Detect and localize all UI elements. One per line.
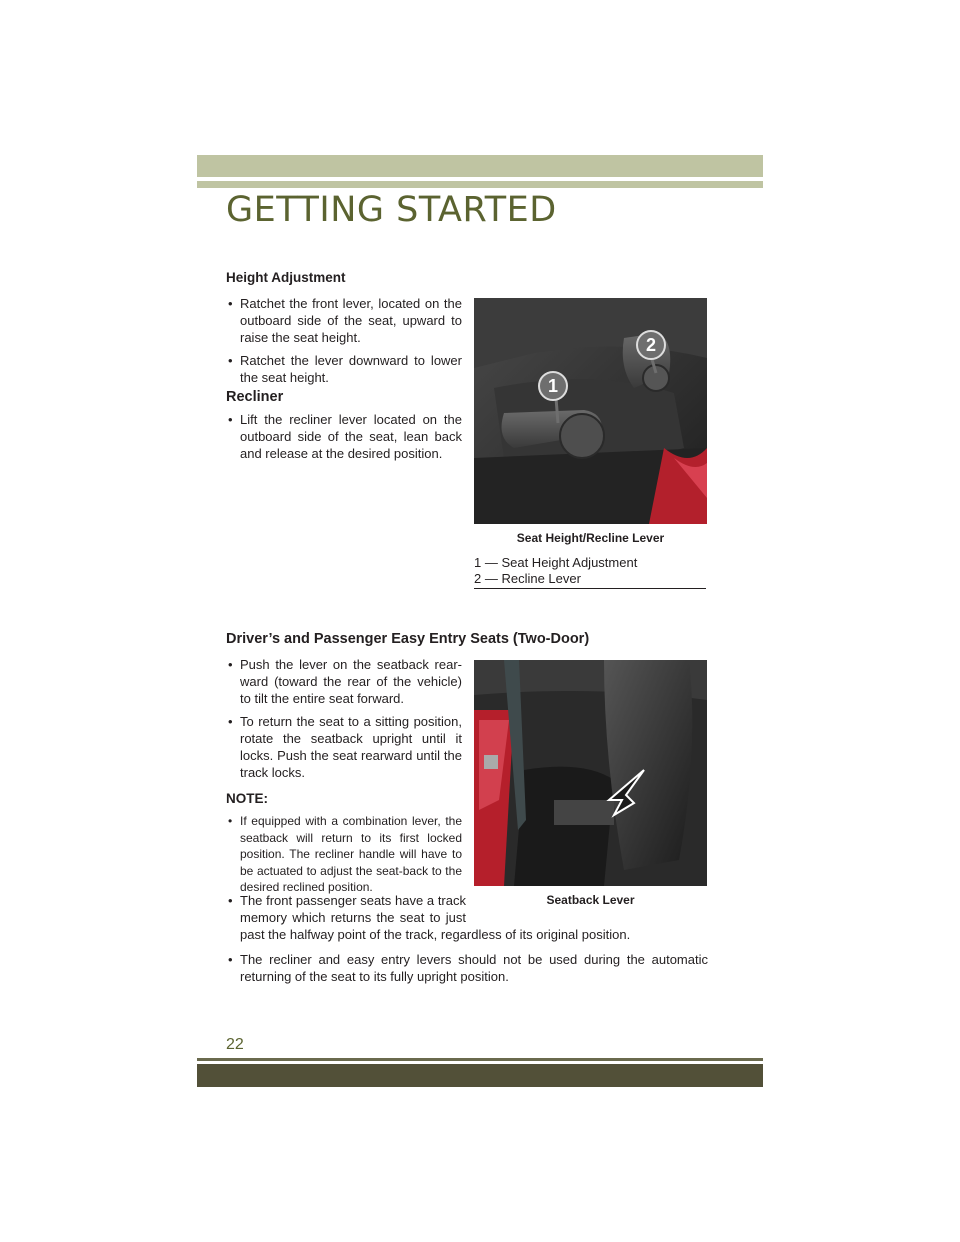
bullet-glyph: • bbox=[228, 657, 233, 672]
callout-1-leader bbox=[556, 398, 558, 423]
legend-item: 1 — Seat Height Adjustment bbox=[474, 555, 638, 570]
legend-divider bbox=[474, 588, 706, 589]
bullet-glyph: • bbox=[228, 353, 233, 368]
list-item: • Ratchet the lever downward to lower the seat height. bbox=[228, 353, 462, 385]
bullet-glyph: • bbox=[228, 412, 233, 427]
note-label: NOTE: bbox=[226, 791, 268, 806]
list-item: • Ratchet the front lever, located on the outboard side of the seat, upward to raise the seat height. bbox=[228, 296, 462, 345]
list-item: • The recliner and easy entry levers should not be used during the automatic returning of the seat to its fully upright position. bbox=[228, 952, 708, 984]
list-item: • To return the seat to a sitting position, rotate the seatback upright until it locks. Push the seat rearward until the track locks. bbox=[228, 714, 462, 780]
list-item: • Lift the recliner lever located on the outboard side of the seat, lean back and release at the desired position. bbox=[228, 412, 462, 461]
recliner-list bbox=[226, 411, 462, 468]
track-memory-bullet-continued: past the halfway point of the track, regardless of its original position. bbox=[240, 927, 631, 942]
header-rule bbox=[197, 181, 763, 188]
callout-1-marker: 1 bbox=[538, 371, 568, 401]
header-band bbox=[197, 155, 763, 177]
easy-entry-list bbox=[226, 656, 462, 787]
footer-band bbox=[197, 1064, 763, 1087]
bullet-glyph: • bbox=[228, 814, 233, 828]
figure-legend bbox=[474, 555, 706, 587]
list-item: • Push the lever on the seatback rear-ward (toward the rear of the vehicle) to tilt the entire seat forward. bbox=[228, 657, 462, 706]
callout-2-marker: 2 bbox=[636, 330, 666, 360]
bullet-glyph: • bbox=[228, 952, 233, 967]
page-number: 22 bbox=[226, 1036, 244, 1053]
figure-caption: Seat Height/Recline Lever bbox=[516, 531, 665, 545]
figure-caption: Seatback Lever bbox=[546, 893, 635, 907]
bullet-glyph: • bbox=[228, 893, 233, 908]
height-adjustment-heading: Height Adjustment bbox=[226, 270, 346, 285]
seatback-lever-illustration bbox=[474, 660, 707, 886]
height-adjustment-list bbox=[226, 295, 462, 392]
track-memory-bullet: • The front passenger seats have a track memory which returns the seat to just bbox=[228, 893, 466, 925]
seatback-lever-photo bbox=[474, 660, 707, 886]
bullet-glyph: • bbox=[228, 296, 233, 311]
final-list bbox=[226, 951, 708, 991]
note-list bbox=[226, 813, 462, 902]
easy-entry-heading: Driver’s and Passenger Easy Entry Seats (Two-Door) bbox=[226, 631, 590, 647]
section-title: GETTING STARTED bbox=[226, 190, 557, 230]
bullet-glyph: • bbox=[228, 714, 233, 729]
seat-lever-illustration bbox=[474, 298, 707, 524]
list-item: • If equipped with a combination lever, the seatback will return to its first locked position. The recliner handle will have to be actuated to adjust the seat-back to the desired reclined position. bbox=[228, 814, 462, 894]
seat-height-recline-lever-photo bbox=[474, 298, 707, 524]
footer-rule bbox=[197, 1058, 763, 1061]
legend-item: 2 — Recline Lever bbox=[474, 571, 581, 586]
recliner-heading: Recliner bbox=[226, 389, 284, 405]
